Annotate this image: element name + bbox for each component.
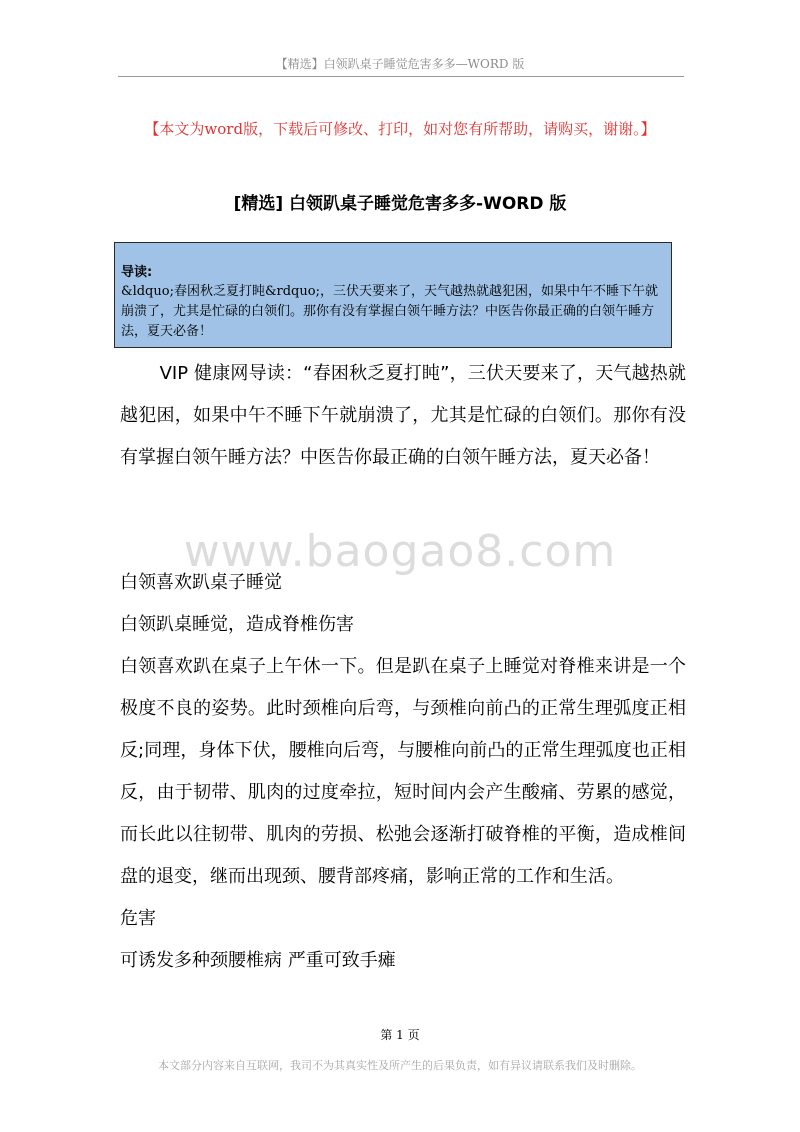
- lead-text: &ldquo;春困秋乏夏打盹&rdquo;，三伏天要来了，天气越热就越犯困，如果中午不睡下午就崩溃了，尤其是忙碌的白领们。那你有没有掌握白领午睡方法？中医告你最正确的白领午睡方法，夏天必备！: [121, 284, 658, 339]
- lead-label: 导读:: [121, 265, 153, 280]
- intro-paragraph: VIP 健康网导读：“春困秋乏夏打盹”，三伏天要来了，天气越热就越犯困，如果中午不睡下午就崩溃了，尤其是忙碌的白领们。那你有没有掌握白领午睡方法？中医告你最正确的白领午睡方法，夏天必备！: [120, 363, 686, 468]
- running-header: 【精选】白领趴桌子睡觉危害多多—WORD 版: [275, 57, 525, 71]
- header-divider: [118, 76, 684, 77]
- body-paragraph: 白领喜欢趴在桌子上午休一下。但是趴在桌子上睡觉对脊椎来讲是一个极度不良的姿势。此时颈椎向后弯，与颈椎向前凸的正常生理弧度正相反;同理，身体下伏，腰椎向后弯，与腰椎向前凸的正常生理弧度也正相反，由于韧带、肌肉的过度牵拉，短时间内会产生酸痛、劳累的感觉，而长此以往韧带、肌肉的劳损、松弛会逐渐打破脊椎的平衡，造成椎间盘的退变，继而出现颈、腰背部疼痛，影响正常的工作和生活。: [120, 656, 686, 887]
- section-heading: 白领趴桌睡觉，造成脊椎伤害: [120, 614, 354, 635]
- lead-summary-box: [114, 242, 672, 348]
- document-title: [精选] 白领趴桌子睡觉危害多多-WORD 版: [233, 194, 567, 214]
- article-body: [120, 562, 686, 982]
- footer-disclaimer: 本文部分内容来自互联网，我司不为其真实性及所产生的后果负责，如有异议请联系我们及时删除。: [158, 1059, 642, 1072]
- section-heading: 白领喜欢趴桌子睡觉: [120, 572, 282, 593]
- section-heading: 可诱发多种颈腰椎病 严重可致手瘫: [120, 950, 396, 971]
- watermark: www.baogao8.com: [183, 526, 617, 577]
- section-heading: 危害: [120, 908, 156, 929]
- download-notice: 【本文为word版，下载后可修改、打印，如对您有所帮助，请购买，谢谢。】: [144, 120, 656, 138]
- page-number: 第 1 页: [380, 1028, 420, 1042]
